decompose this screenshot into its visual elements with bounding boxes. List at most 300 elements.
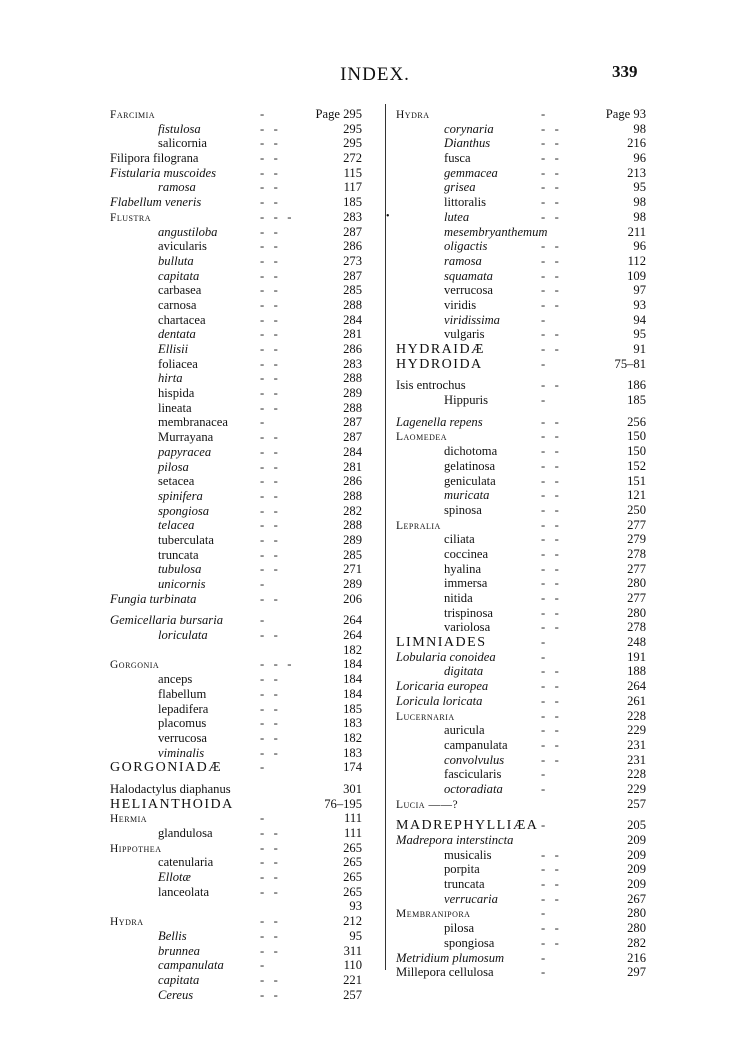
leader-dashes: - -	[541, 195, 559, 210]
entry-label: capitata	[158, 972, 200, 987]
entry-page-number: 186	[627, 378, 646, 393]
left-index-column	[110, 107, 362, 1002]
index-entry	[110, 357, 362, 372]
entry-label: angustiloba	[158, 224, 218, 239]
entry-page-number: 283	[343, 209, 362, 224]
index-entry	[110, 988, 362, 1003]
entry-page-number: 264	[627, 679, 646, 694]
entry-label: brunnea	[158, 943, 200, 958]
index-entry	[396, 650, 646, 665]
index-entry	[396, 782, 646, 797]
entry-page-number: 284	[343, 444, 362, 459]
entry-page-number: 91	[633, 342, 646, 356]
index-entry	[396, 313, 646, 328]
leader-dashes: - -	[541, 121, 559, 136]
leader-dashes: - -	[541, 723, 559, 738]
index-entry	[110, 855, 362, 870]
entry-page-number: 152	[627, 458, 646, 473]
leader-dashes: - -	[260, 239, 278, 254]
entry-page-number: 267	[627, 891, 646, 906]
entry-label: unicornis	[158, 577, 206, 591]
entry-label: Isis entrochus	[396, 378, 466, 393]
leader-dashes: - -	[541, 532, 559, 547]
leader-dashes: - -	[260, 943, 278, 958]
leader-dashes: - -	[260, 855, 278, 870]
entry-label: Fungia turbinata	[110, 591, 197, 606]
entry-page-number: 272	[343, 151, 362, 166]
entry-page-number: 287	[343, 415, 362, 430]
index-entry	[396, 753, 646, 768]
leader-dashes: -	[260, 415, 265, 430]
entry-label: Millepora cellulosa	[396, 965, 494, 980]
leader-dashes: - -	[541, 546, 559, 561]
leader-dashes: - -	[541, 935, 559, 950]
leader-dashes: - -	[541, 268, 559, 283]
leader-dashes: - -	[541, 209, 559, 224]
leader-dashes: - -	[541, 283, 559, 298]
leader-dashes: - -	[260, 459, 278, 474]
index-entry	[396, 474, 646, 489]
index-entry	[110, 577, 362, 592]
leader-dashes: - -	[260, 268, 278, 283]
entry-page-number: 231	[627, 737, 646, 752]
leader-dashes: -	[541, 635, 546, 650]
index-entry	[396, 818, 646, 833]
leader-dashes: - -	[541, 576, 559, 591]
entry-label: campanulata	[444, 737, 508, 752]
index-entry	[396, 576, 646, 591]
entry-label: corynaria	[444, 121, 494, 136]
entry-label: dichotoma	[444, 444, 498, 459]
index-entry	[396, 862, 646, 877]
index-entry	[396, 694, 646, 709]
entry-label: Ellotæ	[158, 870, 191, 885]
entry-label: truncata	[158, 547, 199, 562]
entry-label: MADREPHYLLIÆA	[396, 818, 539, 834]
index-entry	[110, 592, 362, 607]
entry-label: dentata	[158, 327, 196, 342]
leader-dashes: - -	[260, 884, 278, 899]
entry-label: bulluta	[158, 253, 194, 268]
entry-page-number: 216	[627, 136, 646, 151]
entry-label: hyalina	[444, 561, 482, 576]
leader-dashes: - -	[260, 840, 278, 855]
index-entry	[110, 239, 362, 254]
index-entry	[396, 848, 646, 863]
entry-label: fistulosa	[158, 121, 201, 136]
leader-dashes: - -	[260, 136, 278, 151]
leader-dashes: - -	[260, 972, 278, 987]
entry-page-number: 265	[343, 870, 362, 885]
leader-dashes: - -	[260, 488, 278, 503]
entry-label: nitida	[444, 591, 473, 605]
index-entry	[110, 136, 362, 151]
leader-dashes: - -	[260, 928, 278, 943]
leader-dashes: - -	[541, 327, 559, 342]
entry-label: lineata	[158, 400, 192, 415]
entry-label: capitata	[158, 268, 200, 283]
leader-dashes: - -	[260, 312, 278, 327]
entry-page-number: 213	[627, 165, 646, 180]
leader-dashes: - -	[541, 180, 559, 195]
entry-page-number: 288	[343, 518, 362, 533]
entry-label: ciliata	[444, 532, 475, 547]
index-entry	[110, 313, 362, 328]
entry-label: campanulata	[158, 958, 224, 973]
entry-page-number: 184	[343, 672, 362, 687]
entry-label: chartacea	[158, 312, 206, 327]
entry-page-number: 94	[633, 312, 646, 327]
index-entry	[110, 107, 362, 122]
index-entry	[110, 885, 362, 900]
entry-page-number: 277	[627, 561, 646, 576]
leader-dashes: - -	[541, 708, 559, 723]
entry-page-number: 216	[627, 950, 646, 965]
entry-label: geniculata	[444, 473, 496, 488]
entry-label: Lepralia	[396, 519, 441, 532]
index-entry	[110, 613, 362, 628]
leader-dashes: - -	[260, 165, 278, 180]
leader-dashes: - -	[541, 517, 559, 532]
leader-dashes: - -	[541, 297, 559, 312]
index-entry	[396, 415, 646, 430]
leader-dashes: - -	[260, 444, 278, 459]
leader-dashes: - -	[260, 195, 278, 210]
leader-dashes: - -	[260, 503, 278, 518]
leader-dashes: - -	[541, 561, 559, 576]
leader-dashes: -	[260, 760, 265, 775]
entry-label: Hippuris	[444, 393, 489, 408]
index-entry	[396, 664, 646, 679]
entry-page-number: 174	[343, 760, 362, 775]
entry-page-number: 98	[633, 195, 646, 210]
entry-page-number: 285	[343, 547, 362, 562]
index-entry	[110, 746, 362, 761]
entry-label: grisea	[444, 180, 476, 195]
entry-page-number: 280	[627, 605, 646, 620]
leader-dashes: - -	[541, 877, 559, 892]
entry-label: Lobularia conoidea	[396, 649, 496, 664]
leader-dashes: - -	[541, 378, 559, 393]
index-entry	[110, 371, 362, 386]
entry-page-number: 257	[343, 987, 362, 1002]
index-entry	[396, 921, 646, 936]
entry-page-number: 209	[627, 833, 646, 847]
entry-page-number: 191	[627, 649, 646, 664]
index-entry	[396, 547, 646, 562]
entry-page-number: 185	[627, 393, 646, 408]
entry-page-number: 93	[349, 899, 362, 914]
entry-label: gelatinosa	[444, 458, 496, 473]
entry-page-number: 98	[633, 209, 646, 224]
entry-label: hispida	[158, 386, 195, 401]
entry-label: Membranipora	[396, 908, 471, 921]
index-gap	[396, 371, 646, 378]
entry-label: hirta	[158, 371, 183, 386]
entry-label: squamata	[444, 268, 493, 283]
index-entry	[396, 906, 646, 921]
entry-label: ramosa	[444, 253, 482, 268]
entry-page-number: 211	[627, 224, 646, 239]
leader-dashes: - -	[541, 239, 559, 254]
index-entry	[110, 944, 362, 959]
entry-page-number: 288	[343, 488, 362, 503]
entry-page-number: 295	[343, 136, 362, 151]
entry-page-number: 280	[627, 921, 646, 936]
index-entry	[110, 225, 362, 240]
index-entry	[110, 518, 362, 533]
index-entry	[110, 672, 362, 687]
entry-label: Flustra	[110, 211, 152, 224]
index-entry	[110, 180, 362, 195]
index-gap	[110, 606, 362, 613]
column-divider	[385, 104, 386, 970]
leader-dashes: - -	[260, 180, 278, 195]
entry-label: tubulosa	[158, 562, 202, 577]
leader-dashes: - -	[260, 745, 278, 760]
leader-dashes: - -	[260, 283, 278, 298]
index-entry	[110, 841, 362, 856]
index-entry	[396, 965, 646, 980]
index-entry	[110, 826, 362, 841]
entry-label: loriculata	[158, 628, 208, 643]
index-entry	[396, 951, 646, 966]
index-entry	[110, 386, 362, 401]
leader-dashes: - -	[541, 253, 559, 268]
index-entry	[110, 122, 362, 137]
index-entry	[110, 269, 362, 284]
entry-label: Hermia	[110, 813, 148, 826]
leader-dashes: - -	[541, 414, 559, 429]
entry-page-number: 265	[343, 884, 362, 899]
entry-label: lepadifera	[158, 701, 209, 716]
leader-dashes: - -	[260, 562, 278, 577]
index-entry	[396, 298, 646, 313]
entry-page-number: 285	[343, 283, 362, 298]
index-entry	[396, 620, 646, 635]
entry-page-number: 257	[627, 796, 646, 811]
leader-dashes: - -	[260, 342, 278, 356]
leader-dashes: - -	[260, 987, 278, 1002]
index-entry	[110, 445, 362, 460]
entry-page-number: 289	[343, 577, 362, 591]
leader-dashes: - -	[260, 224, 278, 239]
entry-page-number: 229	[627, 781, 646, 796]
entry-page-number: 188	[627, 664, 646, 679]
index-entry	[396, 679, 646, 694]
leader-dashes: -	[541, 906, 546, 921]
leader-dashes: -	[260, 958, 265, 973]
entry-label: spongiosa	[158, 503, 210, 518]
index-entry	[396, 459, 646, 474]
index-entry	[110, 533, 362, 548]
index-entry	[396, 166, 646, 181]
index-entry	[396, 378, 646, 393]
entry-page-number: 184	[343, 657, 362, 672]
entry-label: setacea	[158, 474, 195, 489]
entry-label: telacea	[158, 518, 195, 533]
leader-dashes: -	[541, 312, 546, 327]
entry-label: Halodactylus diaphanus	[110, 781, 231, 796]
entry-page-number: 151	[627, 473, 646, 488]
entry-page-number: 231	[627, 752, 646, 767]
entry-page-number: 221	[343, 972, 362, 987]
entry-label: Cereus	[158, 987, 194, 1002]
index-entry	[110, 210, 362, 225]
entry-page-number: 228	[627, 708, 646, 723]
index-entry	[110, 657, 362, 672]
entry-page-number: 288	[343, 297, 362, 312]
leader-dashes: - -	[541, 458, 559, 473]
entry-page-number: 278	[627, 620, 646, 635]
entry-label: papyracea	[158, 444, 212, 459]
leader-dashes: - -	[260, 400, 278, 415]
entry-page-number: 295	[343, 121, 362, 136]
leader-dashes: - -	[541, 136, 559, 151]
index-entry	[110, 430, 362, 445]
entry-page-number: 288	[343, 400, 362, 415]
index-entry	[396, 709, 646, 724]
entry-page-number: 280	[627, 576, 646, 591]
entry-label: Madrepora interstincta	[396, 833, 514, 847]
index-entry	[396, 342, 646, 357]
entry-page-number: 273	[343, 253, 362, 268]
entry-label: Lucia ——?	[396, 798, 459, 811]
entry-label: Hydra	[110, 916, 144, 929]
entry-label: viminalis	[158, 745, 205, 760]
entry-page-number: 95	[633, 180, 646, 195]
entry-label: LIMNIADES	[396, 635, 487, 651]
index-entry	[110, 151, 362, 166]
entry-page-number: 265	[343, 840, 362, 855]
entry-label: convolvulus	[444, 752, 505, 767]
index-entry	[396, 797, 646, 812]
entry-page-number: 288	[343, 371, 362, 386]
entry-label: verrucosa	[444, 283, 493, 298]
entry-label: catenularia	[158, 855, 214, 870]
leader-dashes: -	[541, 356, 546, 371]
entry-page-number: 93	[633, 297, 646, 312]
entry-page-number: 111	[344, 811, 362, 826]
index-entry	[396, 833, 646, 848]
entry-label: lanceolata	[158, 884, 210, 899]
leader-dashes: -	[541, 965, 546, 980]
entry-page-number: 279	[627, 532, 646, 547]
index-entry	[110, 166, 362, 181]
entry-page-number: 256	[627, 414, 646, 429]
entry-page-number: 182	[343, 730, 362, 745]
leader-dashes: - -	[260, 121, 278, 136]
entry-label: viridis	[444, 297, 477, 312]
leader-dashes: - -	[260, 672, 278, 687]
entry-page-number: 286	[343, 239, 362, 254]
leader-dashes: -	[260, 107, 265, 121]
entry-page-number: 212	[343, 914, 362, 929]
entry-label: HELIANTHOIDA	[110, 796, 234, 812]
entry-page-number: 109	[627, 268, 646, 283]
index-entry	[110, 415, 362, 430]
index-entry	[110, 460, 362, 475]
entry-page-number: 184	[343, 686, 362, 701]
entry-page-number: 289	[343, 532, 362, 547]
entry-page-number: 76–195	[324, 796, 362, 811]
entry-label: variolosa	[444, 620, 491, 635]
index-entry	[110, 504, 362, 519]
index-entry	[396, 444, 646, 459]
index-entry	[110, 899, 362, 914]
entry-page-number: 287	[343, 224, 362, 239]
index-entry	[110, 401, 362, 416]
index-entry	[396, 225, 646, 240]
entry-page-number: 311	[343, 943, 362, 958]
entry-label: verrucosa	[158, 730, 207, 745]
page-number: 339	[612, 62, 638, 81]
entry-label: vulgaris	[444, 327, 485, 342]
entry-label: pilosa	[158, 459, 189, 474]
index-entry	[110, 716, 362, 731]
leader-dashes: - -	[541, 664, 559, 679]
entry-label: GORGONIADÆ	[110, 760, 223, 776]
entry-page-number: 277	[627, 591, 646, 605]
entry-label: HYDRAIDÆ	[396, 342, 485, 357]
index-entry	[110, 958, 362, 973]
leader-dashes: - -	[260, 356, 278, 371]
entry-page-number: 281	[343, 327, 362, 342]
entry-page-number: 75–81	[614, 356, 646, 371]
index-entry	[396, 357, 646, 372]
entry-page-number: 110	[343, 958, 362, 973]
entry-label: pilosa	[444, 921, 475, 936]
index-entry	[110, 474, 362, 489]
entry-label: spinosa	[444, 502, 482, 517]
leader-dashes: - -	[260, 518, 278, 533]
entry-label: Metridium plumosum	[396, 950, 505, 965]
index-entry	[110, 782, 362, 797]
index-entry	[110, 548, 362, 563]
index-gap	[396, 408, 646, 415]
index-entry	[110, 870, 362, 885]
entry-label: Bellis	[158, 928, 187, 943]
leader-dashes: - -	[541, 862, 559, 877]
leader-dashes: - -	[541, 679, 559, 694]
entry-label: viridissima	[444, 312, 500, 327]
leader-dashes: -	[541, 649, 546, 664]
entry-page-number: 150	[627, 429, 646, 444]
leader-dashes: -	[541, 107, 546, 121]
index-entry	[396, 503, 646, 518]
entry-label: verrucaria	[444, 891, 498, 906]
leader-dashes: - -	[541, 165, 559, 180]
entry-page-number: 289	[343, 386, 362, 401]
leader-dashes: - -	[541, 444, 559, 459]
entry-label: oligactis	[444, 239, 488, 254]
entry-label: trispinosa	[444, 605, 493, 620]
leader-dashes: - -	[541, 891, 559, 906]
leader-dashes: - -	[260, 386, 278, 401]
entry-page-number: Page 295	[315, 107, 362, 121]
entry-page-number: 261	[627, 693, 646, 708]
entry-label: Lagenella repens	[396, 414, 483, 429]
index-entry	[396, 107, 646, 122]
leader-dashes: - -	[541, 847, 559, 862]
leader-dashes: - -	[541, 693, 559, 708]
entry-page-number: 281	[343, 459, 362, 474]
entry-page-number: 228	[627, 767, 646, 782]
entry-label: spinifera	[158, 488, 203, 503]
index-entry	[396, 532, 646, 547]
entry-page-number: 280	[627, 906, 646, 921]
entry-label: Filipora filograna	[110, 151, 199, 166]
